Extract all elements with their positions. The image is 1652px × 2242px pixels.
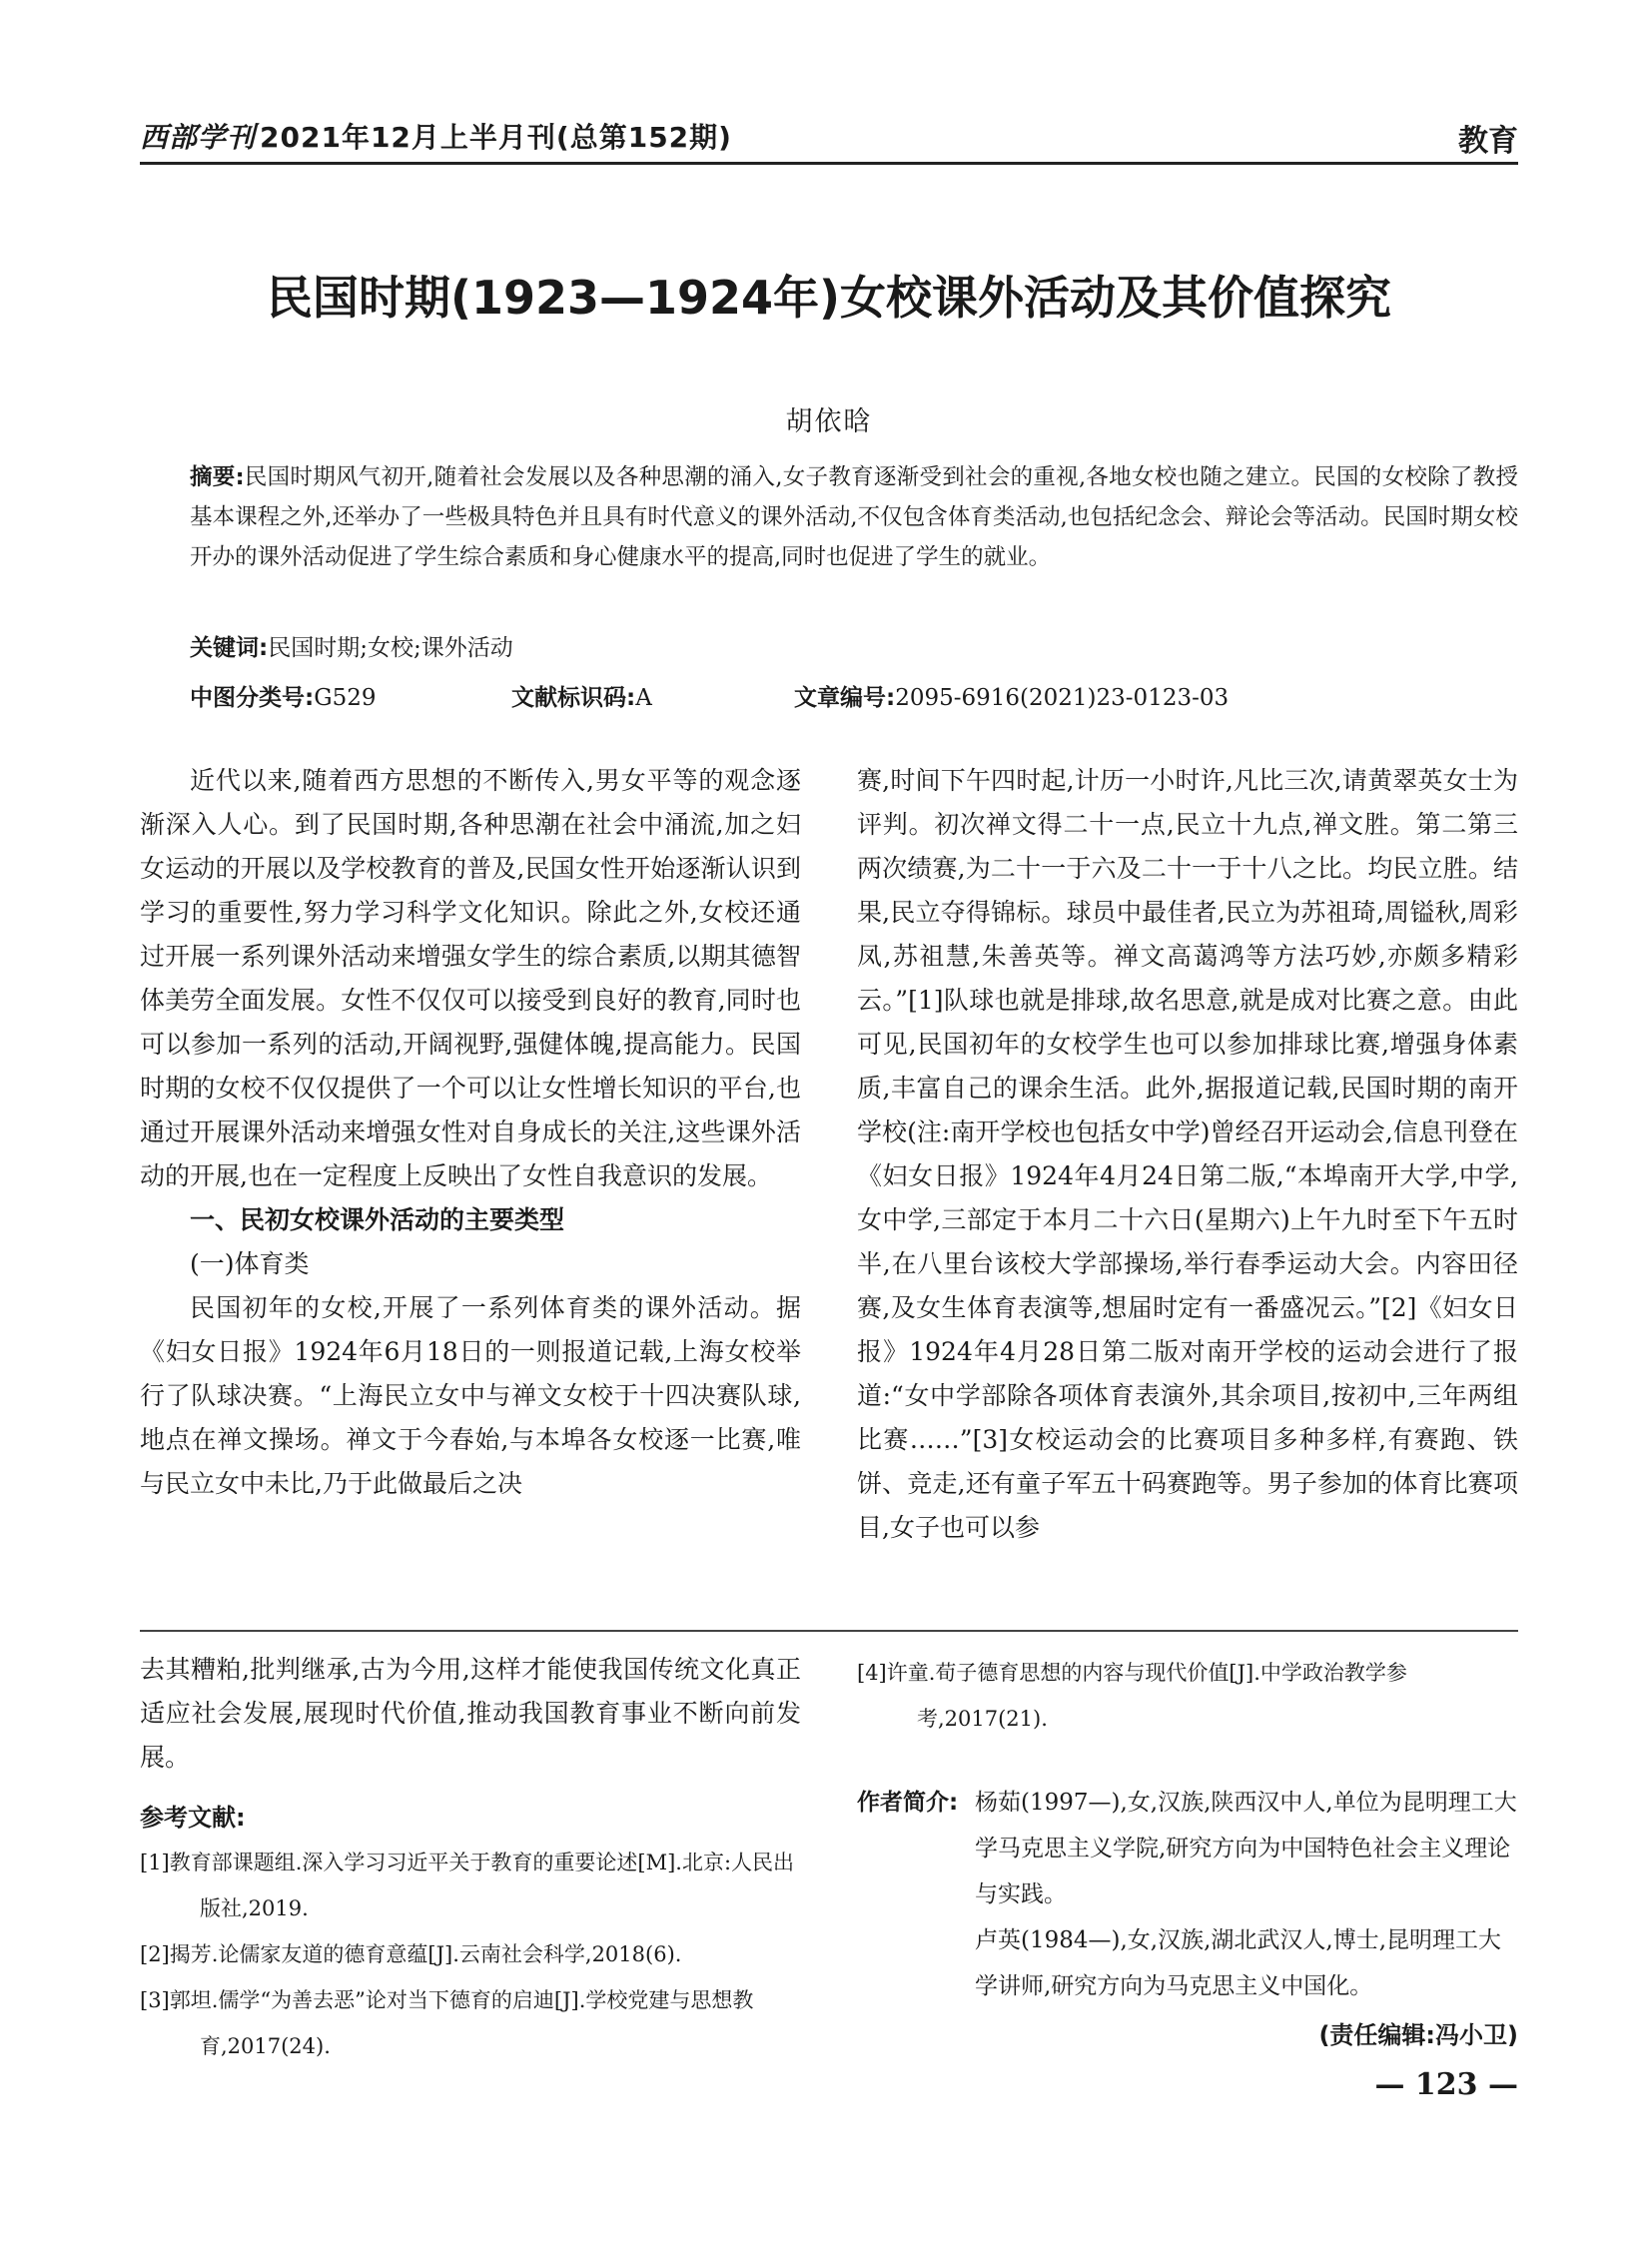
abstract: [190, 457, 1518, 577]
author-bio-second-text: 卢英(1984—),女,汉族,湖北武汉人,博士,昆明理工大学讲师,研究方向为马克思主义中国化。: [975, 1927, 1502, 1999]
previous-article-ending: [140, 1648, 801, 1780]
references-title: 参考文献:: [140, 1804, 246, 1832]
author-bio-first: [857, 1780, 1518, 1917]
sports-paragraph: 民国初年的女校,开展了一系列体育类的课外活动。据《妇女日报》1924年6月18日的一则报道记载,上海女校举行了队球决赛。“上海民立女中与禅文女校于十四决赛队球,地点在禅文操场。禅文于今春始,与本埠各女校逐一比赛,唯与民立女中未比,乃于此做最后之决: [140, 1293, 801, 1498]
author-bio: [857, 1780, 1518, 2009]
body-column-left: [140, 759, 801, 1506]
section-divider: [140, 1630, 1518, 1632]
clc-value: G529: [314, 685, 377, 711]
reference-item: [4]许童.荀子德育思想的内容与现代价值[J].中学政治教学参考,2017(21).: [857, 1661, 1407, 1731]
intro-paragraph: 近代以来,随着西方思想的不断传入,男女平等的观念逐渐深入人心。到了民国时期,各种思潮在社会中涌流,加之妇女运动的开展以及学校教育的普及,民国女性开始逐渐认识到学习的重要性,努力学习科学文化知识。除此之外,女校还通过开展一系列课外活动来增强女学生的综合素质,以期其德智体美劳全面发展。女性不仅仅可以接受到良好的教育,同时也可以参加一系列的活动,开阔视野,强健体魄,提高能力。民国时期的女校不仅仅提供了一个可以让女性增长知识的平台,也通过开展课外活动来增强女性对自身成长的关注,这些课外活动的开展,也在一定程度上反映出了女性自我意识的发展。: [140, 766, 801, 1190]
author-bio-label: 作者简介:: [857, 1790, 959, 1816]
keywords: [190, 629, 513, 662]
keywords-text: 民国时期;女校;课外活动: [268, 635, 513, 661]
article-author: 胡依晗: [785, 406, 873, 437]
document-code: [511, 679, 652, 712]
clc-number: [190, 679, 376, 712]
section-heading-1: 一、民初女校课外活动的主要类型: [190, 1205, 565, 1234]
reference-item: [1]教育部课题组.深入学习习近平关于教育的重要论述[M].北京:人民出版社,2019.: [140, 1851, 795, 1920]
closing-paragraph: 去其糟粕,批判继承,古为今用,这样才能使我国传统文化真正适应社会发展,展现时代价值,推动我国教育事业不断向前发展。: [140, 1655, 801, 1772]
body-column-right: [857, 759, 1518, 1550]
article-title: 民国时期(1923—1924年)女校课外活动及其价值探究: [266, 271, 1392, 325]
journal-name: 西部学刊: [140, 121, 257, 154]
doc-value: A: [635, 685, 652, 711]
abstract-text: 民国时期风气初开,随着社会发展以及各种思潮的涌入,女子教育逐渐受到社会的重视,各地女校也随之建立。民国的女校除了教授基本课程之外,还举办了一些极具特色并且具有时代意义的课外活动,不仅包含体育类活动,也包括纪念会、辩论会等活动。民国时期女校开办的课外活动促进了学生综合素质和身心健康水平的提高,同时也促进了学生的就业。: [190, 464, 1519, 570]
section-tag: 教育: [1458, 124, 1518, 159]
responsible-editor: (责任编辑:冯小卫): [1318, 2021, 1518, 2049]
clc-label: 中图分类号:: [190, 685, 315, 711]
article-number-label: 文章编号:: [794, 685, 896, 711]
reference-item: [2]揭芳.论儒家友道的德育意蕴[J].云南社会科学,2018(6).: [140, 1942, 682, 1966]
page-number: — 123 —: [1374, 2067, 1518, 2102]
sports-paragraph-continued: 赛,时间下午四时起,计历一小时许,凡比三次,请黄翠英女士为评判。初次禅文得二十一点,民立十九点,禅文胜。第二第三两次绩赛,为二十一于六及二十一于十八之比。均民立胜。结果,民立夺得锦标。球员中最佳者,民立为苏祖琦,周镒秋,周彩凤,苏祖慧,朱善英等。禅文高蔼鸿等方法巧妙,亦颇多精彩云。”[1]队球也就是排球,故名思意,就是成对比赛之意。由此可见,民国初年的女校学生也可以参加排球比赛,增强身体素质,丰富自己的课余生活。此外,据报道记载,民国时期的南开学校(注:南开学校也包括女中学)曾经召开运动会,信息刊登在《妇女日报》1924年4月24日第二版,“本埠南开大学,中学,女中学,三部定于本月二十六日(星期六)上午九时至下午五时半,在八里台该校大学部操场,举行春季运动大会。内容田径赛,及女生体育表演等,想届时定有一番盛况云。”[2]《妇女日报》1924年4月28日第二版对南开学校的运动会进行了报道:“女中学部除各项体育表演外,其余项目,按初中,三年两组比赛……”[3]女校运动会的比赛项目多种多样,有赛跑、铁饼、竞走,还有童子军五十码赛跑等。男子参加的体育比赛项目,女子也可以参: [857, 766, 1518, 1542]
issue-info: 2021年12月上半月刊(总第152期): [260, 121, 732, 154]
article-number: [794, 679, 1229, 712]
subsection-heading-1: (一)体育类: [190, 1249, 310, 1278]
journal-info: [140, 116, 732, 156]
article-number-value: 2095-6916(2021)23-0123-03: [895, 685, 1230, 711]
references-list: [140, 1840, 801, 2069]
reference-item: [3]郭坦.儒学“为善去恶”论对当下德育的启迪[J].学校党建与思想教育,2017(24).: [140, 1988, 754, 2058]
abstract-label: 摘要:: [190, 464, 245, 490]
classification-line: [190, 679, 1518, 709]
keywords-label: 关键词:: [190, 635, 269, 661]
doc-label: 文献标识码:: [511, 685, 636, 711]
page-header: [140, 112, 1518, 165]
author-bio-first-text: 杨茹(1997—),女,汉族,陕西汉中人,单位为昆明理工大学马克思主义学院,研究方向为中国特色社会主义理论与实践。: [975, 1790, 1517, 1907]
